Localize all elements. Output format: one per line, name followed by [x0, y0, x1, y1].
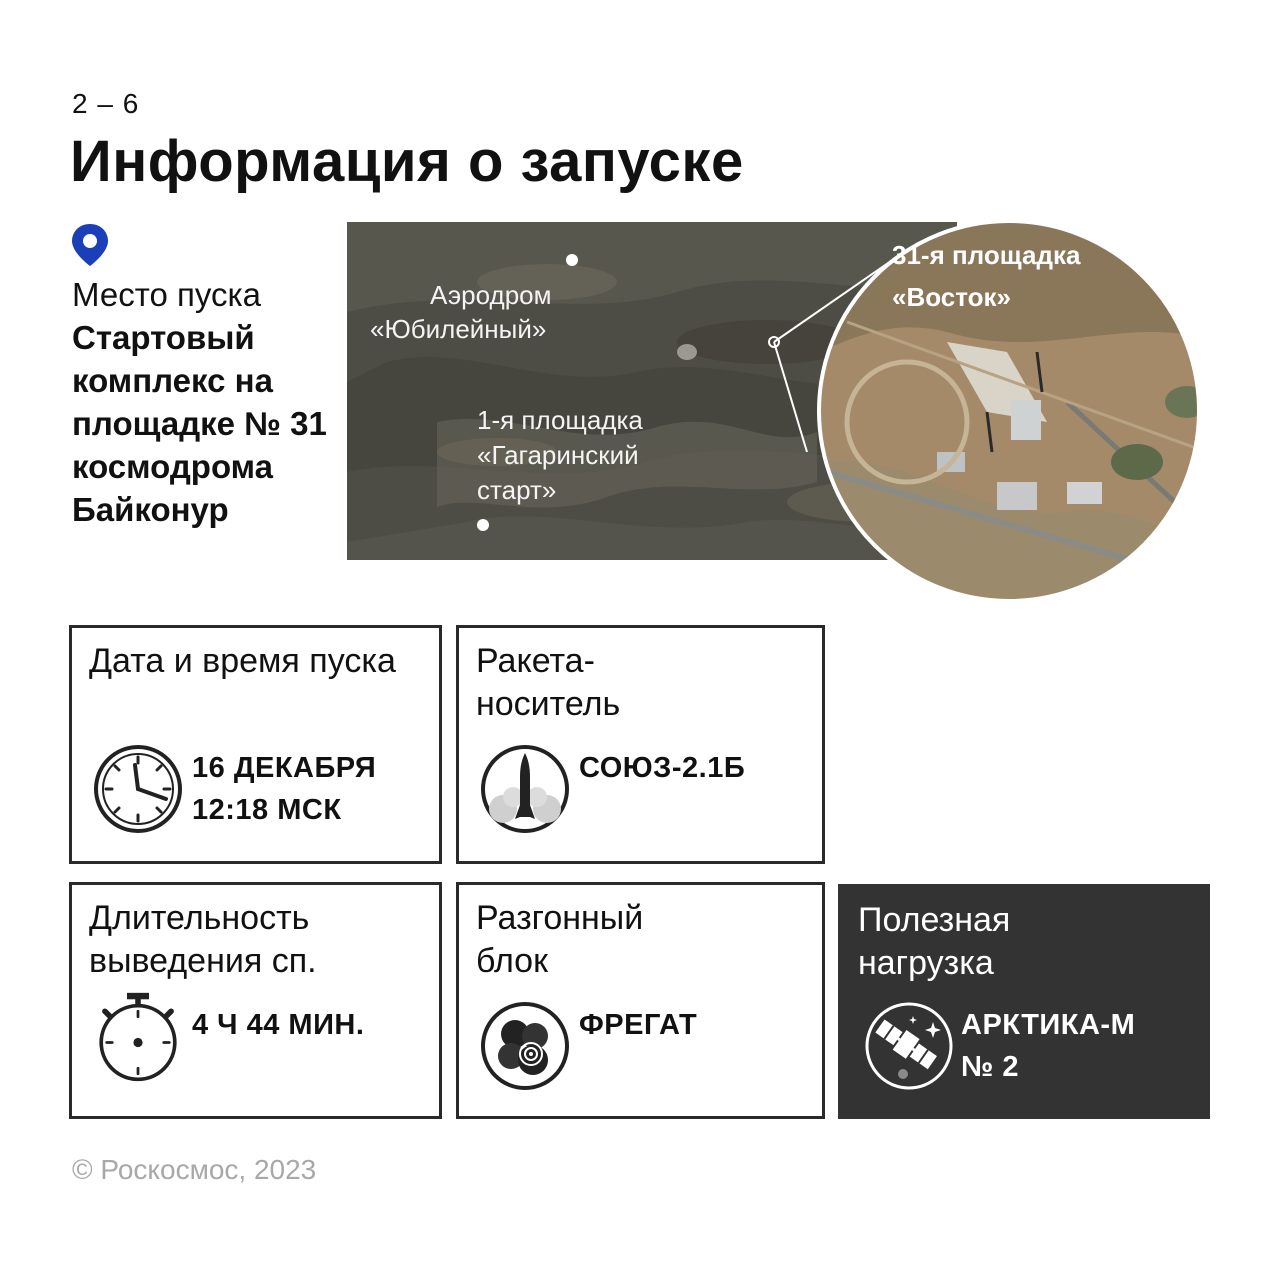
page-title: Информация о запуске	[70, 129, 744, 194]
launch-site-label: Место пуска	[72, 276, 261, 313]
rocket-icon	[479, 743, 571, 835]
satellite-map	[347, 222, 1081, 560]
airfield-label-line1: Аэродром	[430, 280, 552, 310]
rocket-card	[456, 625, 825, 864]
copyright: © Роскосмос, 2023	[72, 1154, 317, 1185]
pad1-label-line3: старт»	[477, 475, 557, 505]
payload-card	[838, 884, 1210, 1119]
launch-site-value: Стартовый комплекс на площадке № 31 космодрома Байконур	[72, 319, 327, 528]
stopwatch-icon	[92, 991, 184, 1083]
rocket-value: СОЮЗ-2.1Б	[579, 752, 746, 784]
datetime-time: 12:18 МСК	[192, 794, 342, 826]
location-pin-icon	[68, 222, 112, 268]
clock-icon	[92, 743, 184, 835]
upper-stage-value: ФРЕГАТ	[579, 1009, 698, 1041]
pad31-label-line1: 31-я площадка	[892, 240, 1081, 270]
upper-stage-card	[456, 882, 825, 1119]
upper-stage-label: Разгонный блок	[476, 899, 644, 980]
pad1-label-line2: «Гагаринский	[477, 440, 639, 470]
pad1-marker	[477, 519, 489, 531]
payload-number: № 2	[961, 1051, 1020, 1083]
datetime-label: Дата и время пуска	[89, 642, 396, 680]
duration-label: Длительность выведения сп.	[89, 899, 317, 980]
datetime-date: 16 ДЕКАБРЯ	[192, 752, 377, 784]
slide-counter: 2 – 6	[72, 88, 140, 119]
upper-stage-icon	[479, 1000, 571, 1092]
payload-label: Полезная нагрузка	[858, 901, 1011, 982]
airfield-marker	[566, 254, 578, 266]
duration-value: 4 Ч 44 МИН.	[192, 1009, 365, 1041]
pad1-label-line1: 1-я площадка	[477, 405, 643, 435]
satellite-icon	[863, 1000, 955, 1092]
rocket-label: Ракета-носитель	[476, 642, 621, 723]
payload-name: АРКТИКА-М	[961, 1009, 1136, 1041]
pad31-label-line2: «Восток»	[892, 282, 1011, 312]
airfield-label-line2: «Юбилейный»	[370, 314, 547, 344]
datetime-card	[69, 625, 442, 864]
duration-card	[69, 882, 442, 1119]
